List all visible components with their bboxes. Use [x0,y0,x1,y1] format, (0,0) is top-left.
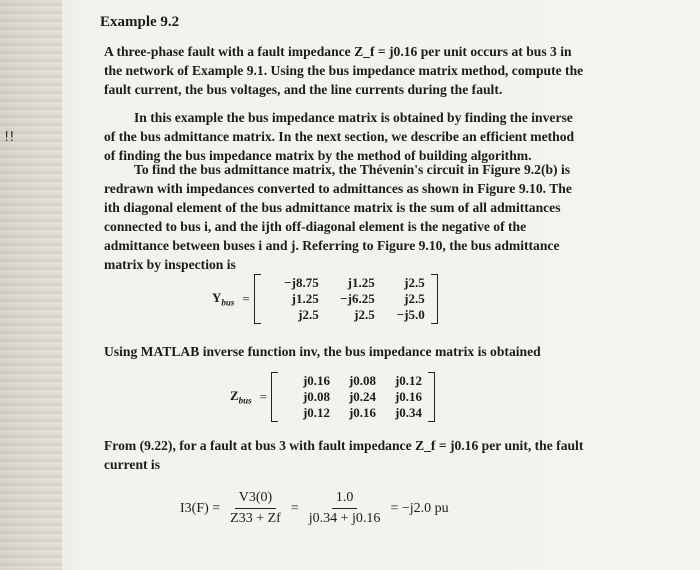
matrix-cell: −j8.75 [284,275,319,290]
zbus-equation [230,372,435,422]
margin-mark: !! [4,130,15,145]
page-binding-shadow [0,0,62,570]
fraction-1-numerator: V3(0) [235,490,276,509]
ybus-label: $Y_{bus}$ [212,290,235,308]
fraction-2-denominator: j0.34 + j0.16 [308,511,381,526]
zbus-matrix [278,372,428,422]
equals-sign: = [259,389,268,404]
ybus-equation [212,274,438,324]
paragraph-matlab-inverse: Using MATLAB inverse function inv, the bus impedance matrix is obtained [104,344,541,359]
equals-sign: = [290,500,299,516]
right-bracket [431,274,438,324]
matrix-cell: j0.16 [394,389,423,404]
matrix-cell: j1.25 [291,291,319,306]
fraction-2 [305,490,385,527]
fault-current-equation [180,490,449,527]
matrix-cell: j0.24 [348,389,377,404]
fault-current-lhs: I3(F) = [180,500,221,516]
paragraph-inverse-method: In this example the bus impedance matrix is obtained by finding the inverse of the bus admittance matrix. In the next section, we describe an efficient method of finding the bus impedance matrix by the method of building algorithm. [104,110,575,163]
fraction-1-denominator: Z33 + Zf [230,511,281,526]
left-bracket [271,372,278,422]
problem-statement: A three-phase fault with a fault impedance Z_f = j0.16 per unit occurs at bus 3 in the network of Example 9.1. Using the bus impedance matrix method, compute the fault current, the bus voltages, and the line currents during the fault. [104,44,584,97]
matrix-cell: j2.5 [404,275,425,290]
matrix-cell: j0.12 [394,373,423,388]
right-bracket [428,372,435,422]
matrix-cell: j0.16 [302,373,331,388]
matrix-cell: −j5.0 [396,307,425,322]
matrix-cell: j0.08 [302,389,331,404]
matrix-cell: j0.34 [394,405,423,420]
fraction-1 [226,490,285,527]
matrix-cell: j0.08 [348,373,377,388]
matrix-cell: j1.25 [347,275,375,290]
left-bracket [254,274,261,324]
fraction-2-numerator: 1.0 [332,490,358,509]
matrix-cell: j0.12 [302,405,331,420]
paragraph-fault-current: From (9.22), for a fault at bus 3 with fault impedance Z_f = j0.16 per unit, the fault current is [104,438,584,472]
equals-sign: = [242,291,250,306]
matrix-cell: j0.16 [348,405,377,420]
paragraph-admittance-matrix: To find the bus admittance matrix, the Thévenin's circuit in Figure 9.2(b) is redrawn with impedances converted to admittances as shown in Figure 9.10. The ith diagonal element of the bus admittance matrix is the sum of all admittances connected to bus i, and the ijth off-diagonal element is the negative of the admittance between buses i and j. Referring to Figure 9.10, the bus admittance matrix by inspection is [104,162,572,272]
matrix-cell: −j6.25 [340,291,375,306]
matrix-cell: j2.5 [354,307,375,322]
matrix-cell: j2.5 [298,307,319,322]
example-title: Example 9.2 [100,14,180,30]
fault-current-result: = −j2.0 pu [390,500,449,516]
ybus-matrix [261,274,431,324]
zbus-label: $Z_{bus}$ [230,388,252,406]
matrix-cell: j2.5 [404,291,425,306]
